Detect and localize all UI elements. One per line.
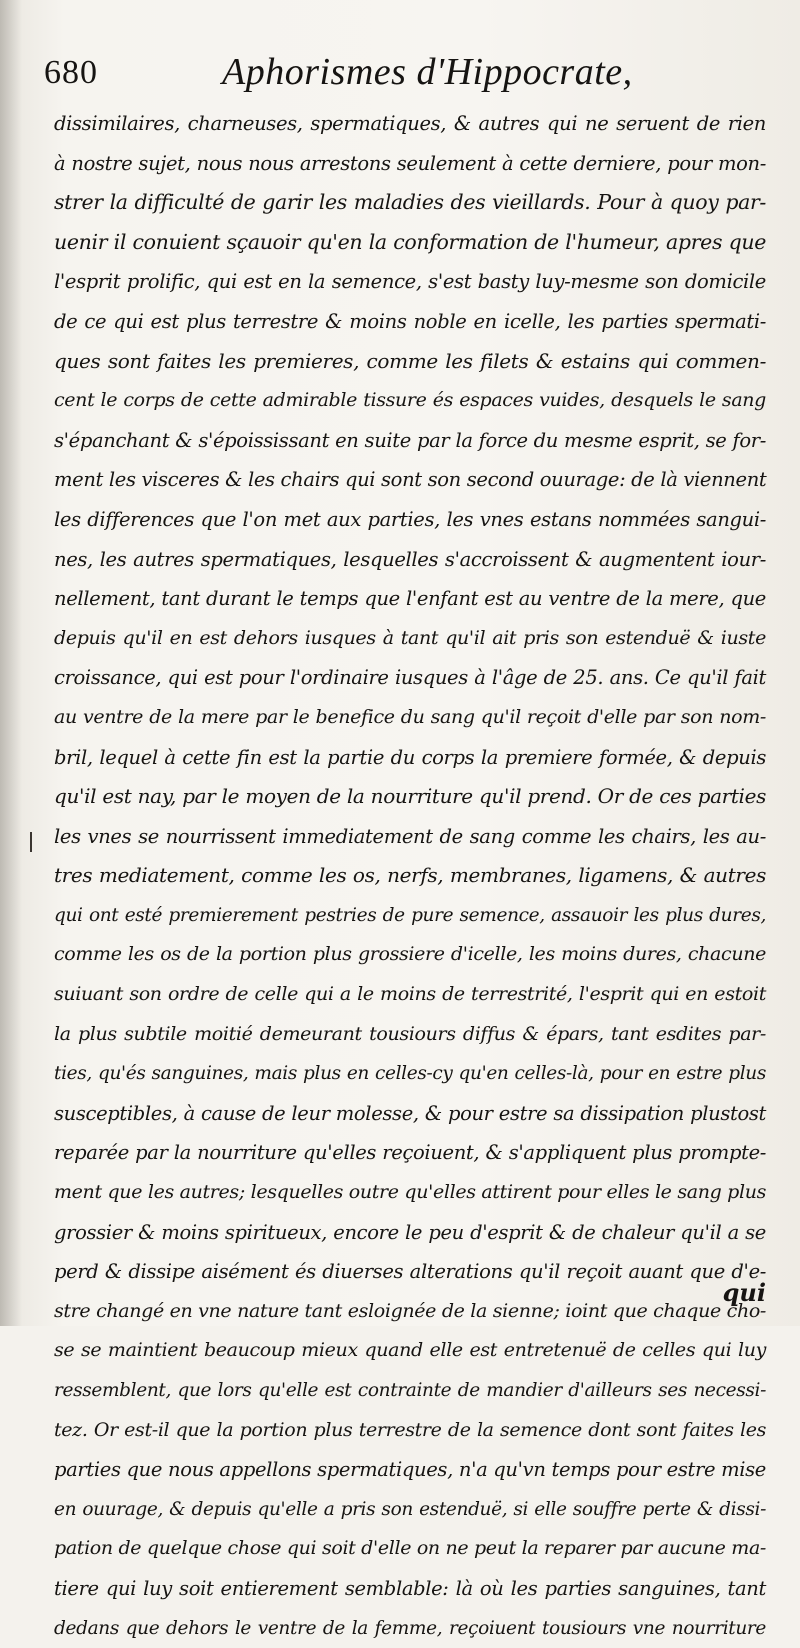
text-line: ques sont faites les premieres, comme les filets & estains qui commen- [54, 348, 766, 373]
text-line: suiuant son ordre de celle qui a le moins de terrestrité, l'esprit qui en estoit [54, 983, 766, 1006]
text-line: qu'il est nay, par le moyen de la nourriture qu'il prend. Or de ces parties [54, 784, 766, 809]
text-line: de ce qui est plus terrestre & moins noble en icelle, les parties spermati- [54, 309, 766, 333]
text-line: perd & dissipe aisément és diuerses alterations qu'il reçoit auant que d'e- [54, 1260, 766, 1284]
text-line: les differences que l'on met aux parties, les vnes estans nommées sangui- [54, 507, 766, 531]
text-line: stre changé en vne nature tant esloignée de la sienne; ioint que chaque cho- [54, 1299, 766, 1322]
text-line: susceptibles, à cause de leur molesse, & pour estre sa dissipation plustost [54, 1101, 766, 1125]
text-line: dedans que dehors le ventre de la femme, reçoiuent tousiours vne nourriture [54, 1617, 766, 1639]
text-line: ment que les autres; lesquelles outre qu'elles attirent pour elles le sang plus [54, 1181, 766, 1204]
text-line: tiere qui luy soit entierement semblable: là où les parties sanguines, tant [54, 1576, 766, 1600]
text-line: strer la difficulté de garir les maladies des vieillards. Pour à quoy par- [54, 190, 766, 215]
text-line: pation de quelque chose qui soit d'elle on ne peut la reparer par aucune ma- [54, 1537, 766, 1560]
text-line: nellement, tant durant le temps que l'enfant est au ventre de la mere, que [54, 587, 766, 611]
text-line: comme les os de la portion plus grossiere d'icelle, les moins dures, chacune [54, 943, 766, 966]
gutter-shadow [0, 0, 22, 1326]
text-line: la plus subtile moitié demeurant tousiours diffus & épars, tant esdites par- [54, 1022, 766, 1045]
page-title: Aphorismes d'Hippocrate, [222, 51, 633, 93]
text-line: au ventre de la mere par le benefice du sang qu'il reçoit d'elle par son nom- [54, 705, 766, 728]
text-line: nes, les autres spermatiques, lesquelles s'accroissent & augmentent iour- [54, 547, 766, 571]
catchword: qui [722, 1278, 766, 1307]
page-number: 680 [44, 54, 98, 91]
text-line: grossier & moins spiritueux, encore le peu d'esprit & de chaleur qu'il a se [54, 1220, 766, 1244]
text-line: uenir il conuient sçauoir qu'en la conformation de l'humeur, apres que [54, 229, 766, 254]
text-line: parties que nous appellons spermatiques, n'a qu'vn temps pour estre mise [54, 1458, 766, 1482]
text-line: se se maintient beaucoup mieux quand elle est entretenuë de celles qui luy [54, 1339, 766, 1362]
text-line: s'épanchant & s'époississant en suite par la force du mesme esprit, se for- [54, 428, 766, 452]
text-line: les vnes se nourrissent immediatement de sang comme les chairs, les au- [54, 824, 766, 848]
text-line: à nostre sujet, nous nous arrestons seulement à cette derniere, pour mon- [54, 151, 766, 175]
text-line: depuis qu'il en est dehors iusques à tant qu'il ait pris son estenduë & iuste [54, 626, 766, 649]
text-line: bril, lequel à cette fin est la partie du corps la premiere formée, & depuis [54, 745, 766, 769]
text-line: en ouurage, & depuis qu'elle a pris son estenduë, si elle souffre perte & dissi- [54, 1498, 766, 1520]
text-line: tez. Or est-il que la portion plus terrestre de la semence dont sont faites les [54, 1418, 766, 1441]
text-line: tres mediatement, comme les os, nerfs, membranes, ligamens, & autres [54, 863, 766, 888]
text-line: ties, qu'és sanguines, mais plus en celles-cy qu'en celles-là, pour en estre plus [54, 1063, 766, 1085]
text-line: dissimilaires, charneuses, spermatiques, & autres qui ne seruent de rien [54, 112, 766, 135]
text-line: l'esprit prolific, qui est en la semence, s'est basty luy-mesme son domicile [54, 270, 766, 294]
text-line: qui ont esté premierement pestries de pure semence, assauoir les plus dures, [54, 904, 766, 926]
text-line: reparée par la nourriture qu'elles reçoiuent, & s'appliquent plus prompte- [54, 1141, 766, 1165]
text-line: ressemblent, que lors qu'elle est contrainte de mandier d'ailleurs ses necessi- [54, 1380, 766, 1401]
body-text [54, 104, 766, 1648]
running-head [44, 50, 764, 96]
margin-mark [30, 832, 32, 852]
text-line: ment les visceres & les chairs qui sont son second ouurage: de là viennent [54, 468, 767, 492]
text-line: cent le corps de cette admirable tissure és espaces vuides, desquels le sang [54, 389, 766, 412]
text-line: croissance, qui est pour l'ordinaire iusques à l'âge de 25. ans. Ce qu'il fait [54, 666, 766, 690]
